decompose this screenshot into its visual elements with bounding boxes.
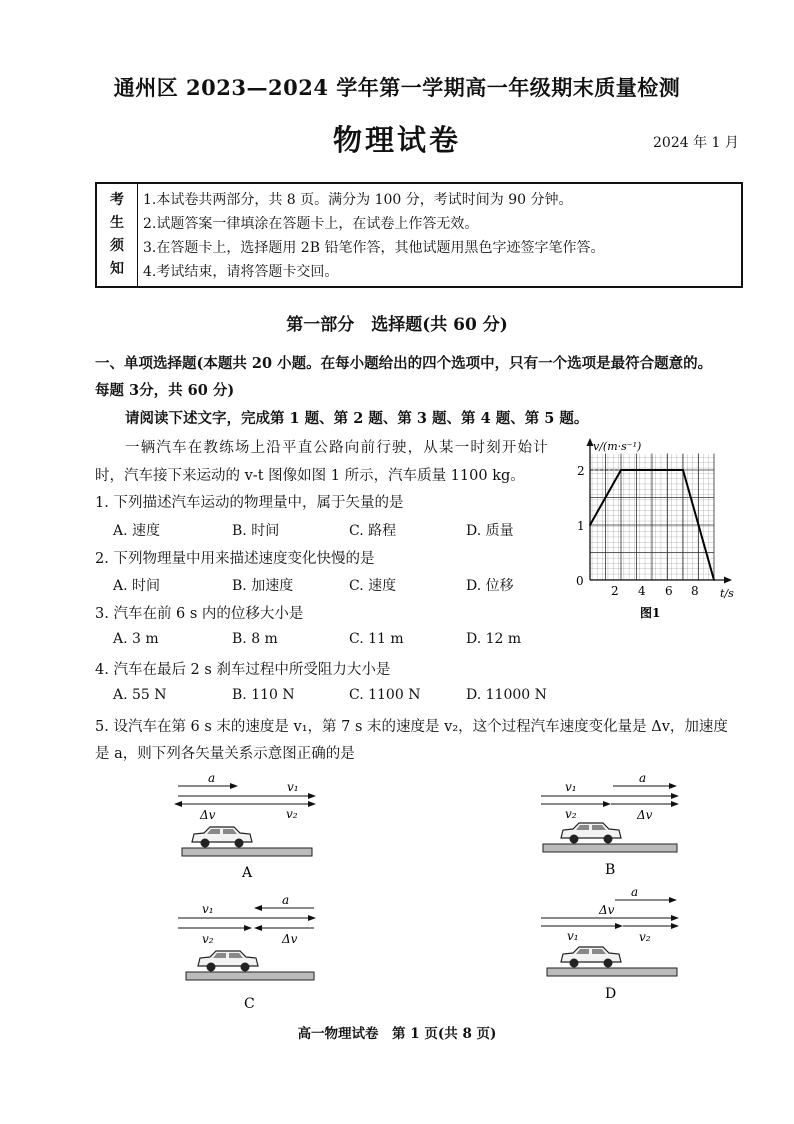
label-v1: v₁: [287, 780, 299, 794]
arrowhead: [669, 783, 677, 789]
question-2-option-c: C. 速度: [349, 578, 397, 594]
arrowhead: [615, 923, 623, 929]
question-1-option-b: B. 时间: [232, 523, 280, 539]
notice-line: 4.考试结束，请将答题卡交回。: [143, 264, 339, 280]
label-dv: Δv: [599, 903, 615, 917]
question-4-stem: 4. 汽车在最后 2 s 刹车过程中所受阻力大小是: [95, 662, 391, 678]
question-2-option-b: B. 加速度: [232, 578, 294, 594]
diagram-a: [172, 770, 322, 882]
notice-label: [97, 184, 138, 286]
question-5-stem-line1: 5. 设汽车在第 6 s 末的速度是 v₁，第 7 s 末的速度是 v₂，这个过程汽车速度变化量是 Δv，加速度: [95, 719, 728, 735]
diagram-letter: A: [242, 865, 253, 881]
question-2-option-d: D. 位移: [466, 578, 514, 594]
notice-label-char: 知: [110, 261, 124, 277]
notice-line: 2.试题答案一律填涂在答题卡上，在试卷上作答无效。: [143, 216, 479, 232]
question-2-stem: 2. 下列物理量中用来描述速度变化快慢的是: [95, 551, 375, 567]
notice-line: 1.本试卷共两部分，共 8 页。满分为 100 分，考试时间为 90 分钟。: [143, 192, 573, 208]
question-3-option-c: C. 11 m: [349, 631, 404, 647]
arrowhead: [603, 801, 611, 807]
label-v1: v₁: [567, 929, 579, 943]
arrowhead: [254, 925, 262, 931]
section-title: 第一部分 选择题(共 60 分): [286, 315, 508, 335]
page-footer: 高一物理试卷 第 1 页(共 8 页): [297, 1026, 497, 1042]
diagram-letter: D: [605, 986, 617, 1002]
label-v2: v₂: [286, 807, 298, 821]
data-point: [589, 524, 591, 526]
x-tick-label: 4: [638, 584, 646, 598]
arrowhead: [669, 897, 677, 903]
notice-line: 3.在答题卡上，选择题用 2B 铅笔作答，其他试题用黑色字迹签字笔作答。: [143, 240, 605, 256]
y-tick-label: 2: [577, 464, 585, 478]
part1-heading-line2: 每题 3分，共 60 分): [95, 382, 235, 399]
label-a: a: [631, 885, 639, 899]
road: [182, 848, 312, 856]
label-dv: Δv: [282, 932, 298, 946]
x-tick-label: 2: [611, 584, 619, 598]
label-v2: v₂: [565, 807, 577, 821]
label-a: a: [639, 771, 647, 785]
question-1-option-d: D. 质量: [466, 523, 514, 539]
question-4-option-d: D. 11000 N: [466, 687, 547, 703]
part1-heading-line1: 一、单项选择题(本题共 20 小题。在每小题给出的四个选项中，只有一个选项是最符合题意的。: [95, 355, 713, 372]
x-tick-label: 6: [665, 584, 673, 598]
question-3-option-d: D. 12 m: [466, 631, 522, 647]
x-tick-label: 8: [691, 584, 699, 598]
notice-lines: [143, 188, 604, 284]
label-v2: v₂: [202, 932, 214, 946]
arrowhead: [308, 915, 316, 921]
arrowhead: [671, 915, 679, 921]
arrowhead: [254, 905, 262, 911]
car-icon: [198, 951, 258, 972]
road: [547, 968, 677, 976]
car-icon: [192, 827, 252, 848]
exam-date: 2024 年 1 月: [653, 135, 739, 151]
car-icon: [561, 823, 621, 844]
y-axis-label: v/(m·s⁻¹): [593, 440, 642, 453]
question-3-option-a: A. 3 m: [113, 631, 159, 647]
arrowhead: [244, 925, 252, 931]
question-3-option-b: B. 8 m: [232, 631, 278, 647]
arrowhead: [308, 801, 316, 807]
diagram-c: [172, 892, 322, 1016]
diagram-d: [535, 884, 685, 1008]
arrowhead: [671, 793, 679, 799]
exam-title: 通州区 2023—2024 学年第一学期高一年级期末质量检测: [113, 75, 681, 100]
label-a: a: [282, 893, 290, 907]
question-1-option-a: A. 速度: [113, 523, 161, 539]
question-2-option-a: A. 时间: [113, 578, 161, 594]
arrowhead: [308, 793, 316, 799]
figure-caption: 图1: [640, 606, 661, 620]
road: [543, 844, 677, 852]
label-v1: v₁: [565, 780, 577, 794]
question-4-option-c: C. 1100 N: [349, 687, 421, 703]
notice-label-char: 须: [110, 238, 124, 254]
label-v1: v₁: [202, 902, 214, 916]
passage-line1: 一辆汽车在教练场上沿平直公路向前行驶，从某一时刻开始计: [125, 440, 549, 456]
question-1-stem: 1. 下列描述汽车运动的物理量中，属于矢量的是: [95, 495, 404, 511]
diagram-b: [535, 770, 685, 882]
question-1-option-c: C. 路程: [349, 523, 397, 539]
origin-label: 0: [576, 574, 584, 588]
y-tick-label: 1: [577, 519, 585, 533]
arrowhead: [671, 923, 679, 929]
label-dv: Δv: [637, 808, 653, 822]
passage-line2: 时，汽车接下来运动的 v-t 图像如图 1 所示，汽车质量 1100 kg。: [95, 468, 525, 484]
arrowhead: [671, 801, 679, 807]
label-v2: v₂: [639, 930, 651, 944]
notice-label-char: 生: [110, 215, 124, 231]
data-point: [620, 469, 622, 471]
question-4-option-b: B. 110 N: [232, 687, 295, 703]
car-icon: [561, 947, 621, 968]
road: [186, 972, 314, 980]
subject-title: 物理试卷: [332, 123, 461, 157]
data-point: [682, 469, 684, 471]
diagram-letter: C: [244, 996, 255, 1012]
part1-instruction: 请阅读下述文字，完成第 1 题、第 2 题、第 3 题、第 4 题、第 5 题。: [125, 410, 589, 427]
question-5-stem-line2: 是 a，则下列各矢量关系示意图正确的是: [95, 746, 355, 762]
label-a: a: [208, 771, 216, 785]
data-point: [713, 579, 715, 581]
arrowhead: [174, 801, 182, 807]
question-3-stem: 3. 汽车在前 6 s 内的位移大小是: [95, 606, 304, 622]
data-point: [605, 497, 607, 499]
figure-1-vt-chart: [560, 436, 744, 622]
arrowhead: [230, 783, 238, 789]
label-dv: Δv: [200, 808, 216, 822]
diagram-letter: B: [605, 862, 616, 878]
x-axis-arrow: [724, 577, 732, 584]
notice-label-char: 考: [110, 192, 124, 208]
notice-box: [95, 182, 743, 288]
x-axis-label: t/s: [720, 587, 734, 600]
question-4-option-a: A. 55 N: [113, 687, 167, 703]
